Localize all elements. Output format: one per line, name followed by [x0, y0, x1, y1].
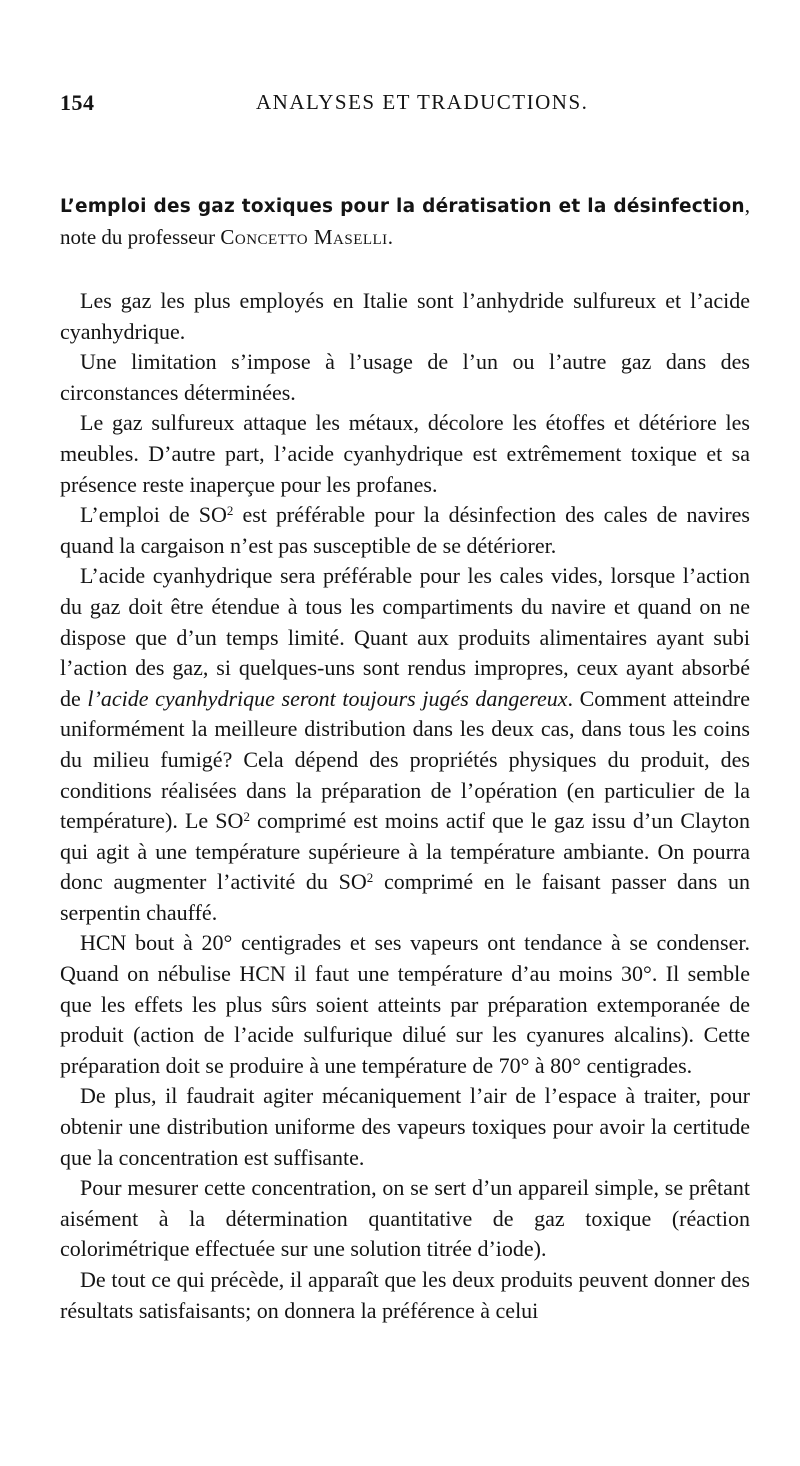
- paragraph-text: comprimé est moins actif que le gaz issu d’un Clayton qui agit à une température supérieure à la température ambiante. On pourra donc augmenter l’activité du SO: [60, 808, 750, 895]
- article-title-end: .: [387, 225, 393, 249]
- paragraph: Le gaz sulfureux attaque les métaux, décolore les étoffes et détériore les meubles. D’autre part, l’acide cyanhydrique est extrêmement toxique et sa présence reste inaperçue pour les profanes.: [60, 410, 750, 497]
- paragraph: [60, 500, 750, 561]
- paragraph-text: est préférable pour la désinfection des cales de navires quand la cargaison n’est pas susceptible de se détériorer.: [60, 502, 750, 558]
- paragraph: Pour mesurer cette concentration, on se sert d’un appareil simple, se prêtant aisément à la détermination quantitative de gaz toxique (réaction colorimétrique effectuée sur une solution titrée d’iode).: [60, 1175, 750, 1262]
- paragraph: HCN bout à 20° centigrades et ses vapeurs ont tendance à se condenser. Quand on nébulise HCN il faut une température d’au moins 30°. Il semble que les effets les plus sûrs soient atteints par préparation extemporanée de produit (action de l’acide sulfurique dilué sur les cyanures alcalins). Cette préparation doit se produire à une température de 70° à 80° centigrades.: [60, 930, 750, 1078]
- paragraph-text: L’emploi de SO: [80, 502, 227, 528]
- paragraph-text: comprimé en le faisant passer dans un serpentin chauffé.: [60, 869, 750, 925]
- article-title-bold: L’emploi des gaz toxiques pour la dératisation et la désinfection: [60, 196, 745, 217]
- running-title: ANALYSES ET TRADUCTIONS.: [256, 90, 589, 114]
- paragraph: [60, 561, 750, 928]
- page-header: [60, 90, 752, 120]
- page-number: 154: [60, 90, 95, 115]
- paragraph: Une limitation s’impose à l’usage de l’un ou l’autre gaz dans des circonstances déterminées.: [60, 349, 750, 405]
- superscript: 2: [243, 809, 250, 825]
- italic-text: l’acide cyanhydrique seront toujours jugés dangereux: [87, 685, 568, 711]
- body-text: [60, 286, 750, 1326]
- superscript: 2: [366, 870, 374, 886]
- paragraph-text: L’acide cyanhydrique sera préférable pour les cales vides, lorsque l’action du gaz doit être étendue à tous les compartiments du navire et quand on ne dispose que d’un temps limité. Quant aux produits alimentaires ayant subi l’action des gaz, si quelques-uns sont rendus impropres, ceux ayant absorbé de: [60, 563, 750, 711]
- paragraph: De tout ce qui précède, il apparaît que les deux produits peuvent donner des résultats satisfaisants; on donnera la préférence à celui: [60, 1267, 750, 1323]
- article-title-note: , note du professeur: [60, 193, 750, 249]
- paragraph: De plus, il faudrait agiter mécaniquement l’air de l’espace à traiter, pour obtenir une distribution uniforme des vapeurs toxiques pour avoir la certitude que la concentration est suffisante.: [60, 1083, 750, 1170]
- superscript: 2: [226, 503, 234, 519]
- paragraph-text: . Comment atteindre uniformément la meilleure distribution dans les deux cas, dans tous les coins du milieu fumigé? Cela dépend des propriétés physiques du produit, des conditions réalisées dans la préparation de l’opération (en particulier de la température). Le SO: [60, 685, 751, 834]
- article-title: [60, 190, 750, 252]
- author-name: Concetto Maselli: [220, 225, 388, 249]
- paragraph: Les gaz les plus employés en Italie sont l’anhydride sulfureux et l’acide cyanhydrique.: [60, 288, 750, 344]
